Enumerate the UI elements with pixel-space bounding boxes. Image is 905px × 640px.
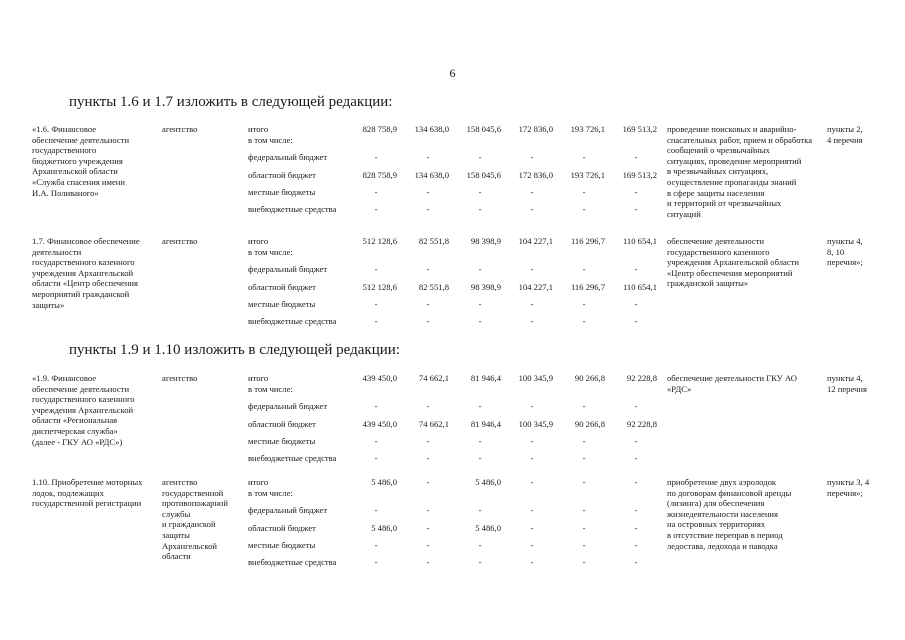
budget-row-label: внебюджетные средства bbox=[248, 204, 337, 214]
budget-row-label: федеральный бюджет bbox=[248, 505, 328, 515]
section-heading-2: пункты 1.9 и 1.10 изложить в следующей редакции: bbox=[69, 342, 400, 358]
value-cell: - bbox=[374, 453, 378, 463]
value-cell: - bbox=[530, 401, 534, 411]
entry-executor: агентство bbox=[162, 124, 198, 134]
value-cell: - bbox=[634, 540, 638, 550]
value-cell: - bbox=[634, 316, 638, 326]
value-cell: 92 228,8 bbox=[626, 373, 657, 383]
value-cell: - bbox=[530, 204, 534, 214]
value-cell: - bbox=[582, 453, 586, 463]
value-cell: - bbox=[426, 204, 430, 214]
value-cell: - bbox=[478, 299, 482, 309]
value-cell: - bbox=[478, 540, 482, 550]
value-cell: 110 654,1 bbox=[622, 236, 657, 246]
value-cell: - bbox=[582, 436, 586, 446]
entry-result: обеспечение деятельности ГКУ АО «РДС» bbox=[667, 373, 797, 394]
value-cell: 828 758,9 bbox=[362, 170, 397, 180]
entry-result: обеспечение деятельности государственного казенного учреждения Архангельской области «Центр обеспечения мероприятий гражданской защиты» bbox=[667, 236, 800, 289]
value-cell: - bbox=[478, 401, 482, 411]
value-cell: - bbox=[634, 453, 638, 463]
value-cell: 98 398,9 bbox=[470, 236, 501, 246]
value-cell: - bbox=[478, 204, 482, 214]
entry-reference: пункты 2, 4 перечня bbox=[827, 124, 863, 145]
value-cell: 169 513,2 bbox=[622, 170, 657, 180]
value-cell: - bbox=[530, 187, 534, 197]
budget-row-label: итого в том числе: bbox=[248, 124, 293, 145]
value-cell: - bbox=[530, 540, 534, 550]
value-cell: - bbox=[478, 187, 482, 197]
value-cell: - bbox=[478, 505, 482, 515]
value-cell: 92 228,8 bbox=[626, 419, 657, 429]
value-cell: 512 128,6 bbox=[362, 236, 397, 246]
value-cell: 74 662,1 bbox=[418, 373, 449, 383]
budget-row-label: итого в том числе: bbox=[248, 236, 293, 257]
value-cell: - bbox=[582, 477, 586, 487]
budget-row-label: областной бюджет bbox=[248, 282, 316, 292]
value-cell: - bbox=[374, 187, 378, 197]
budget-row-label: местные бюджеты bbox=[248, 187, 316, 197]
value-cell: 82 551,8 bbox=[418, 236, 449, 246]
value-cell: 439 450,0 bbox=[362, 373, 397, 383]
budget-row-label: местные бюджеты bbox=[248, 436, 316, 446]
value-cell: - bbox=[634, 299, 638, 309]
budget-row-label: федеральный бюджет bbox=[248, 152, 328, 162]
value-cell: - bbox=[530, 505, 534, 515]
value-cell: - bbox=[374, 540, 378, 550]
value-cell: - bbox=[478, 453, 482, 463]
entry-name: «1.6. Финансовое обеспечение деятельности государственного бюджетного учреждения Архангельской области «Служба спасения имени И.А. Поливаного» bbox=[32, 124, 130, 198]
value-cell: - bbox=[426, 187, 430, 197]
value-cell: - bbox=[530, 152, 534, 162]
entry-reference: пункты 4, 8, 10 перечня»; bbox=[827, 236, 863, 268]
section-heading-1: пункты 1.6 и 1.7 изложить в следующей редакции: bbox=[69, 94, 393, 110]
value-cell: 158 045,6 bbox=[466, 124, 501, 134]
value-cell: 116 296,7 bbox=[570, 236, 605, 246]
value-cell: 5 486,0 bbox=[371, 523, 397, 533]
value-cell: 98 398,9 bbox=[470, 282, 501, 292]
value-cell: - bbox=[582, 316, 586, 326]
value-cell: 134 638,0 bbox=[414, 170, 449, 180]
value-cell: - bbox=[374, 401, 378, 411]
value-cell: 81 946,4 bbox=[470, 373, 501, 383]
value-cell: - bbox=[478, 316, 482, 326]
value-cell: - bbox=[374, 264, 378, 274]
value-cell: - bbox=[374, 505, 378, 515]
value-cell: 158 045,6 bbox=[466, 170, 501, 180]
entry-executor: агентство государственной противопожарной службы и гражданской защиты Архангельской области bbox=[162, 477, 228, 562]
value-cell: 134 638,0 bbox=[414, 124, 449, 134]
value-cell: - bbox=[530, 523, 534, 533]
value-cell: 116 296,7 bbox=[570, 282, 605, 292]
budget-row-label: федеральный бюджет bbox=[248, 264, 328, 274]
value-cell: - bbox=[634, 523, 638, 533]
value-cell: - bbox=[582, 540, 586, 550]
value-cell: 439 450,0 bbox=[362, 419, 397, 429]
value-cell: 100 345,9 bbox=[518, 373, 553, 383]
value-cell: 5 486,0 bbox=[371, 477, 397, 487]
page-number: 6 bbox=[449, 66, 456, 80]
value-cell: - bbox=[582, 299, 586, 309]
value-cell: 193 726,1 bbox=[570, 170, 605, 180]
value-cell: 104 227,1 bbox=[518, 236, 553, 246]
entry-executor: агентство bbox=[162, 373, 198, 383]
value-cell: 5 486,0 bbox=[475, 477, 501, 487]
value-cell: - bbox=[374, 316, 378, 326]
value-cell: - bbox=[530, 453, 534, 463]
value-cell: - bbox=[478, 436, 482, 446]
budget-row-label: областной бюджет bbox=[248, 419, 316, 429]
entry-name: «1.9. Финансовое обеспечение деятельности государственного казенного учреждения Архангельской области «Региональная диспетчерская служба» (далее - ГКУ АО «РДС») bbox=[32, 373, 135, 447]
value-cell: - bbox=[530, 299, 534, 309]
value-cell: 82 551,8 bbox=[418, 282, 449, 292]
value-cell: - bbox=[582, 505, 586, 515]
value-cell: 104 227,1 bbox=[518, 282, 553, 292]
value-cell: 81 946,4 bbox=[470, 419, 501, 429]
budget-row-label: внебюджетные средства bbox=[248, 557, 337, 567]
entry-reference: пункты 4, 12 перечня bbox=[827, 373, 867, 394]
value-cell: - bbox=[426, 540, 430, 550]
value-cell: - bbox=[374, 436, 378, 446]
value-cell: - bbox=[530, 557, 534, 567]
budget-row-label: областной бюджет bbox=[248, 523, 316, 533]
entry-reference: пункты 3, 4 перечня»; bbox=[827, 477, 870, 498]
value-cell: - bbox=[634, 557, 638, 567]
value-cell: 512 128,6 bbox=[362, 282, 397, 292]
value-cell: - bbox=[426, 264, 430, 274]
value-cell: - bbox=[426, 505, 430, 515]
value-cell: - bbox=[634, 152, 638, 162]
value-cell: 90 266,8 bbox=[574, 419, 605, 429]
value-cell: - bbox=[582, 557, 586, 567]
value-cell: - bbox=[426, 557, 430, 567]
budget-row-label: внебюджетные средства bbox=[248, 316, 337, 326]
value-cell: 828 758,9 bbox=[362, 124, 397, 134]
value-cell: - bbox=[634, 204, 638, 214]
value-cell: - bbox=[426, 453, 430, 463]
budget-row-label: местные бюджеты bbox=[248, 299, 316, 309]
value-cell: - bbox=[374, 557, 378, 567]
budget-row-label: местные бюджеты bbox=[248, 540, 316, 550]
entry-name: 1.10. Приобретение моторных лодок, подлежащих государственной регистрации bbox=[32, 477, 143, 509]
value-cell: - bbox=[634, 187, 638, 197]
entry-result: приобретение двух аэролодок по договорам финансовой аренды (лизинга) для обеспечения жизнедеятельности населения на островных территориях в отсутствие переправ в период ледостава, ледохода и паводка bbox=[667, 477, 792, 551]
value-cell: - bbox=[478, 264, 482, 274]
value-cell: - bbox=[634, 264, 638, 274]
value-cell: - bbox=[582, 204, 586, 214]
value-cell: - bbox=[478, 557, 482, 567]
value-cell: 90 266,8 bbox=[574, 373, 605, 383]
value-cell: - bbox=[530, 477, 534, 487]
value-cell: - bbox=[530, 264, 534, 274]
entry-executor: агентство bbox=[162, 236, 198, 246]
value-cell: - bbox=[530, 316, 534, 326]
value-cell: 172 836,0 bbox=[518, 170, 553, 180]
value-cell: - bbox=[426, 299, 430, 309]
value-cell: - bbox=[634, 436, 638, 446]
value-cell: - bbox=[582, 523, 586, 533]
value-cell: 100 345,9 bbox=[518, 419, 553, 429]
value-cell: 5 486,0 bbox=[475, 523, 501, 533]
value-cell: - bbox=[426, 436, 430, 446]
value-cell: - bbox=[582, 264, 586, 274]
value-cell: - bbox=[530, 436, 534, 446]
budget-row-label: внебюджетные средства bbox=[248, 453, 337, 463]
value-cell: - bbox=[634, 477, 638, 487]
value-cell: 169 513,2 bbox=[622, 124, 657, 134]
value-cell: - bbox=[426, 401, 430, 411]
budget-row-label: федеральный бюджет bbox=[248, 401, 328, 411]
value-cell: - bbox=[426, 316, 430, 326]
value-cell: - bbox=[634, 505, 638, 515]
value-cell: - bbox=[582, 401, 586, 411]
value-cell: - bbox=[582, 187, 586, 197]
value-cell: 172 836,0 bbox=[518, 124, 553, 134]
value-cell: - bbox=[426, 523, 430, 533]
value-cell: - bbox=[426, 477, 430, 487]
budget-row-label: итого в том числе: bbox=[248, 373, 293, 394]
value-cell: - bbox=[478, 152, 482, 162]
value-cell: - bbox=[374, 204, 378, 214]
value-cell: - bbox=[634, 401, 638, 411]
value-cell: - bbox=[426, 152, 430, 162]
value-cell: 110 654,1 bbox=[622, 282, 657, 292]
value-cell: - bbox=[374, 152, 378, 162]
entry-result: проведение поисковых и аварийно- спасательных работ, прием и обработка сообщений о чрезвычайных ситуациях, проведение мероприятий в чрезвычайных ситуациях, осуществление пропаганды знаний в сфере защиты населения и территорий от чрезвычайных ситуаций bbox=[667, 124, 813, 219]
value-cell: 74 662,1 bbox=[418, 419, 449, 429]
entry-name: 1.7. Финансовое обеспечение деятельности государственного казенного учреждения Архангельской области «Центр обеспечения мероприятий гражданской защиты» bbox=[32, 236, 140, 310]
value-cell: - bbox=[374, 299, 378, 309]
budget-row-label: итого в том числе: bbox=[248, 477, 293, 498]
value-cell: 193 726,1 bbox=[570, 124, 605, 134]
budget-row-label: областной бюджет bbox=[248, 170, 316, 180]
value-cell: - bbox=[582, 152, 586, 162]
